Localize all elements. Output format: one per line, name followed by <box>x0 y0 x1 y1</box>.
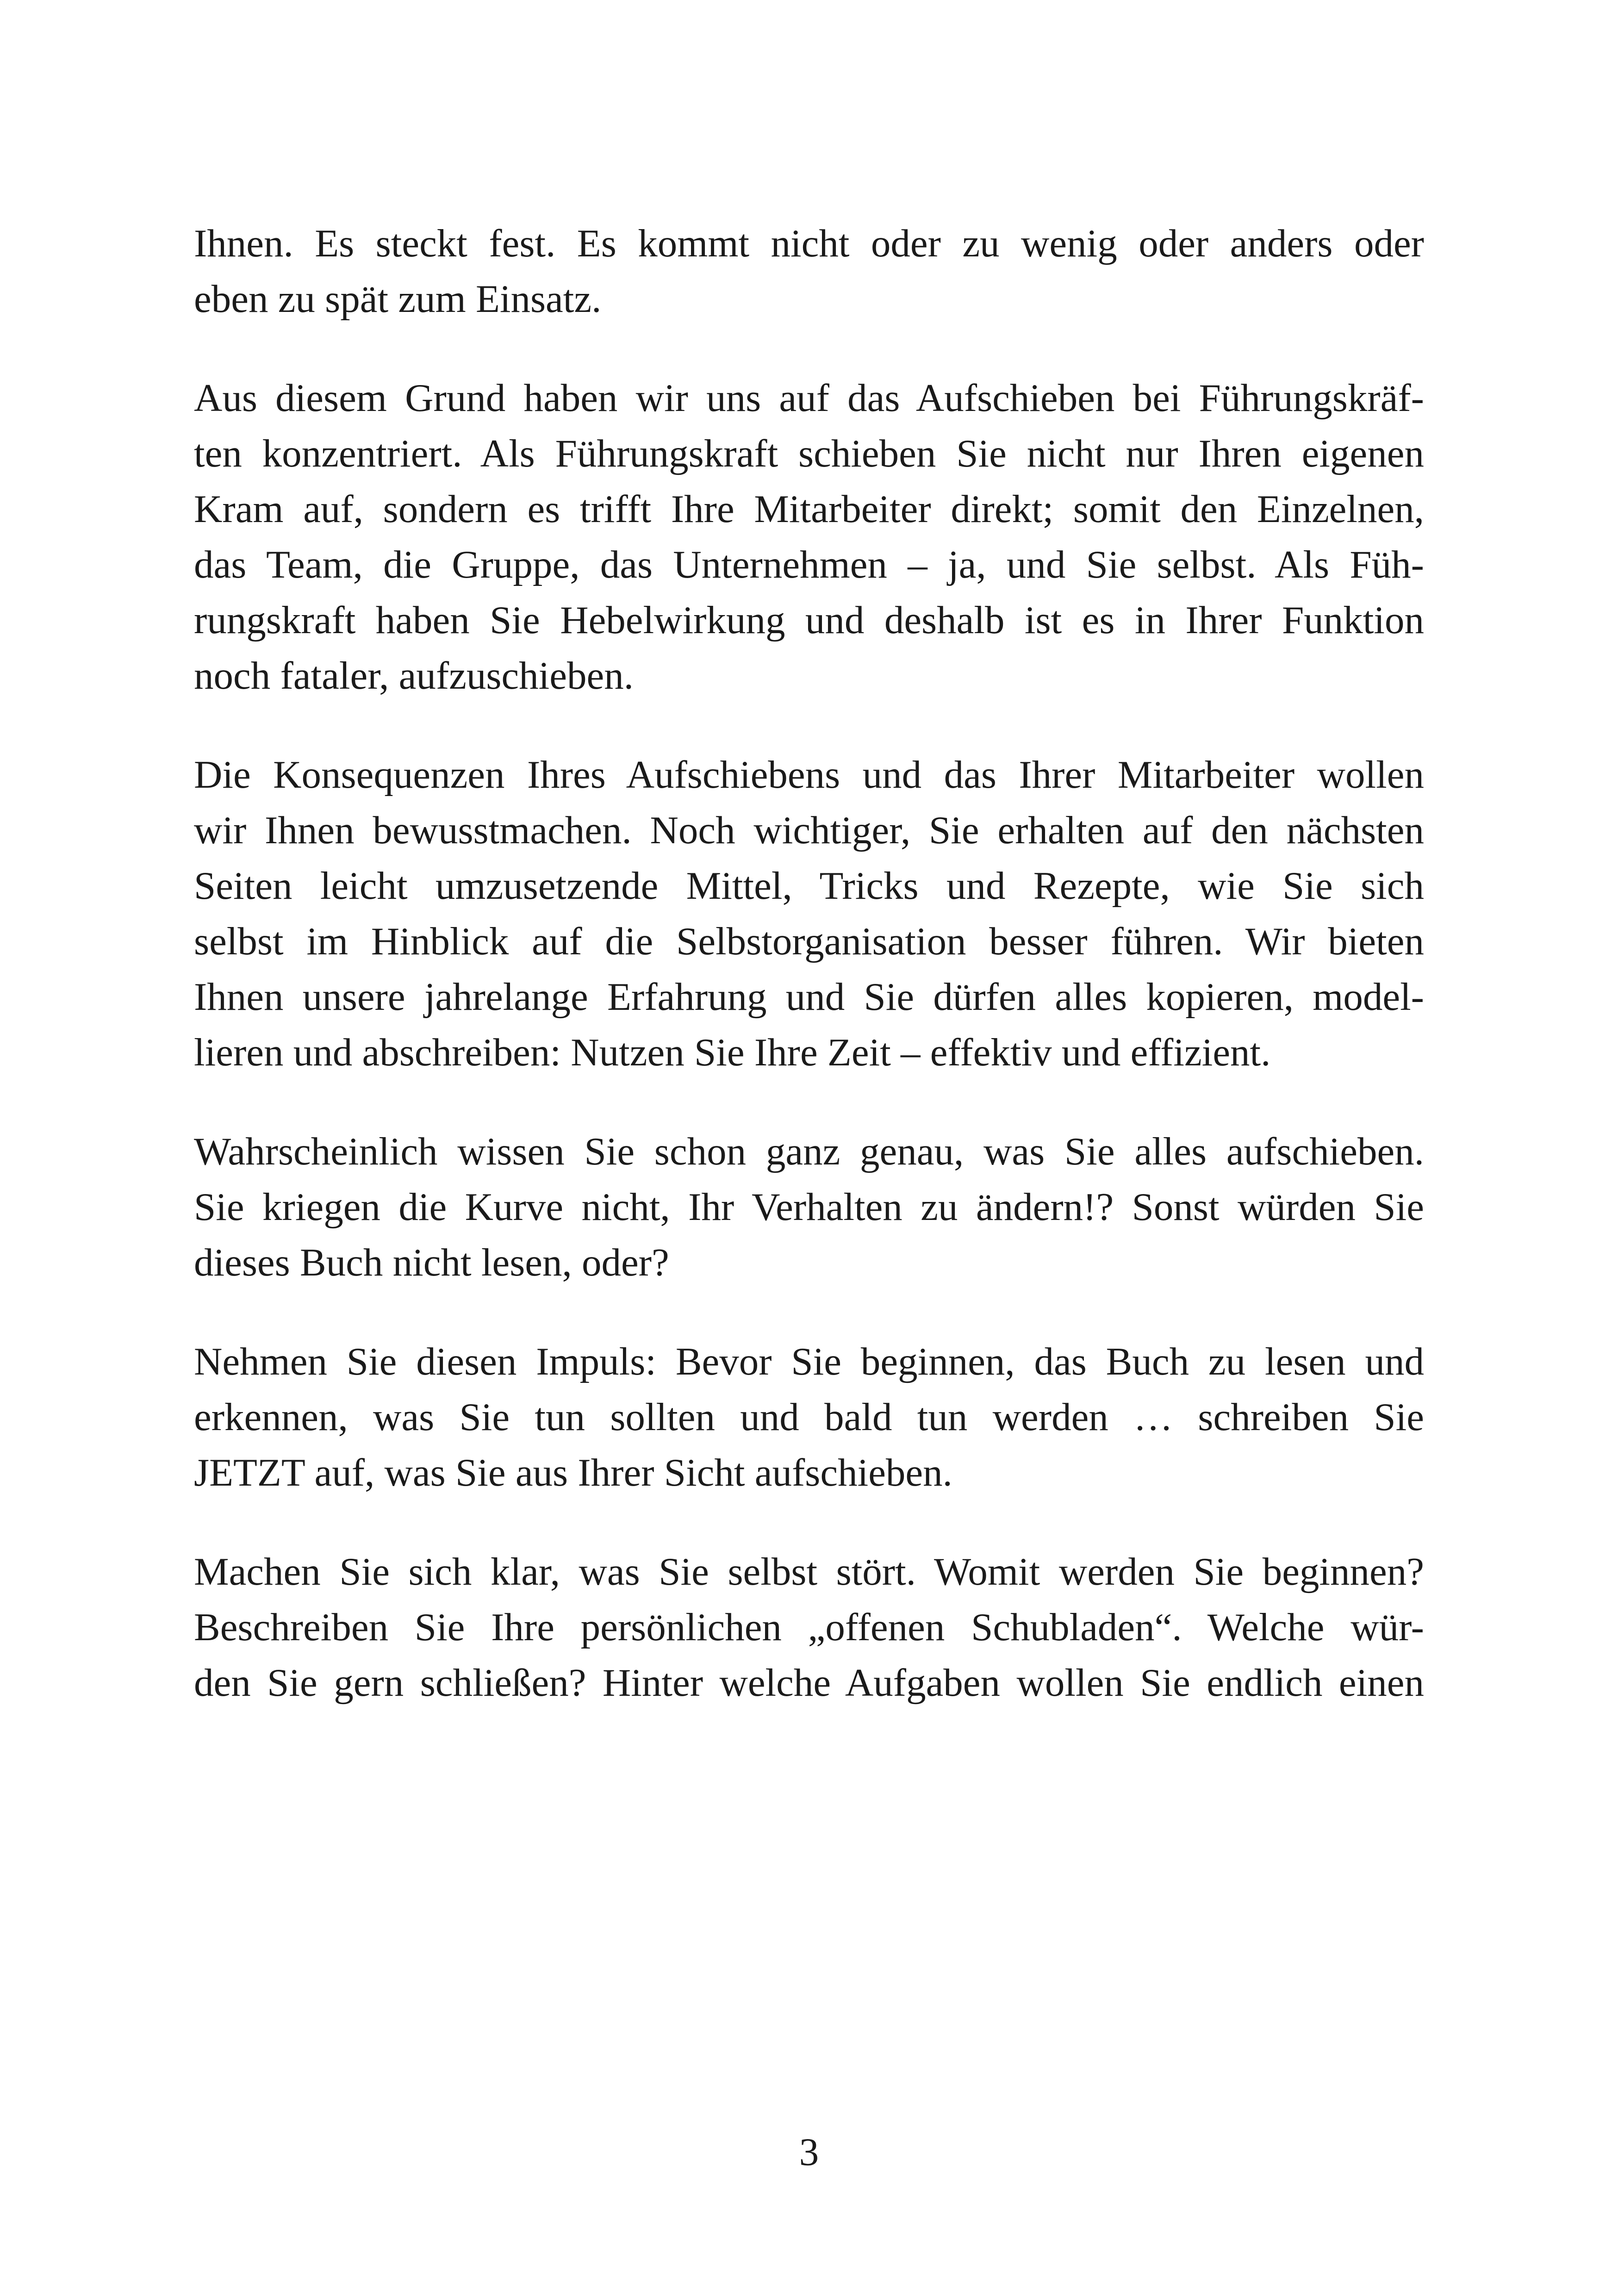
text-line: Die Konsequenzen Ihres Aufschiebens und das Ihrer Mitarbeiter wollen <box>194 753 1424 796</box>
text-line: rungskraft haben Sie Hebelwirkung und deshalb ist es in Ihrer Funktion <box>194 598 1424 642</box>
text-line: Kram auf, sondern es trifft Ihre Mitarbeiter direkt; somit den Einzelnen, <box>194 487 1424 531</box>
text-line: noch fataler, aufzuschieben. <box>194 654 634 697</box>
text-line: Aus diesem Grund haben wir uns auf das Aufschieben bei Führungskräf- <box>194 376 1424 420</box>
text-line: Beschreiben Sie Ihre persönlichen „offenen Schubladen“. Welche wür- <box>194 1605 1424 1649</box>
text-line: Machen Sie sich klar, was Sie selbst stört. Womit werden Sie beginnen? <box>194 1550 1424 1593</box>
paragraph-3 <box>194 747 1424 1080</box>
text-line: Ihnen unsere jahrelange Erfahrung und Sie dürfen alles kopieren, model- <box>194 975 1424 1019</box>
text-line: JETZT auf, was Sie aus Ihrer Sicht aufschieben. <box>194 1451 952 1494</box>
text-line: ten konzentriert. Als Führungskraft schieben Sie nicht nur Ihren eigenen <box>194 432 1424 475</box>
paragraph-2 <box>194 370 1424 703</box>
text-line: dieses Buch nicht lesen, oder? <box>194 1241 669 1284</box>
text-line: das Team, die Gruppe, das Unternehmen – ja, und Sie selbst. Als Füh- <box>194 543 1424 586</box>
text-line: Seiten leicht umzusetzende Mittel, Tricks und Rezepte, wie Sie sich <box>194 864 1424 908</box>
text-line: lieren und abschreiben: Nutzen Sie Ihre Zeit – effektiv und effizient. <box>194 1031 1271 1074</box>
text-line: Sie kriegen die Kurve nicht, Ihr Verhalten zu ändern!? Sonst würden Sie <box>194 1185 1424 1229</box>
text-line: Wahrscheinlich wissen Sie schon ganz genau, was Sie alles aufschieben. <box>194 1130 1424 1173</box>
text-line: wir Ihnen bewusstmachen. Noch wichtiger, Sie erhalten auf den nächsten <box>194 809 1424 852</box>
page-number: 3 <box>799 2130 819 2174</box>
paragraph-5 <box>194 1334 1424 1500</box>
body-text <box>194 216 1424 1711</box>
paragraph-4 <box>194 1124 1424 1290</box>
paragraph-1 <box>194 216 1424 327</box>
text-line: Ihnen. Es steckt fest. Es kommt nicht oder zu wenig oder anders oder <box>194 222 1424 265</box>
text-line: den Sie gern schließen? Hinter welche Aufgaben wollen Sie endlich einen <box>194 1661 1424 1705</box>
text-line: erkennen, was Sie tun sollten und bald tun werden … schreiben Sie <box>194 1395 1424 1439</box>
text-line: selbst im Hinblick auf die Selbstorganisation besser führen. Wir bieten <box>194 920 1424 963</box>
text-line: Nehmen Sie diesen Impuls: Bevor Sie beginnen, das Buch zu lesen und <box>194 1340 1424 1383</box>
paragraph-6 <box>194 1544 1424 1711</box>
text-line: eben zu spät zum Einsatz. <box>194 277 602 321</box>
